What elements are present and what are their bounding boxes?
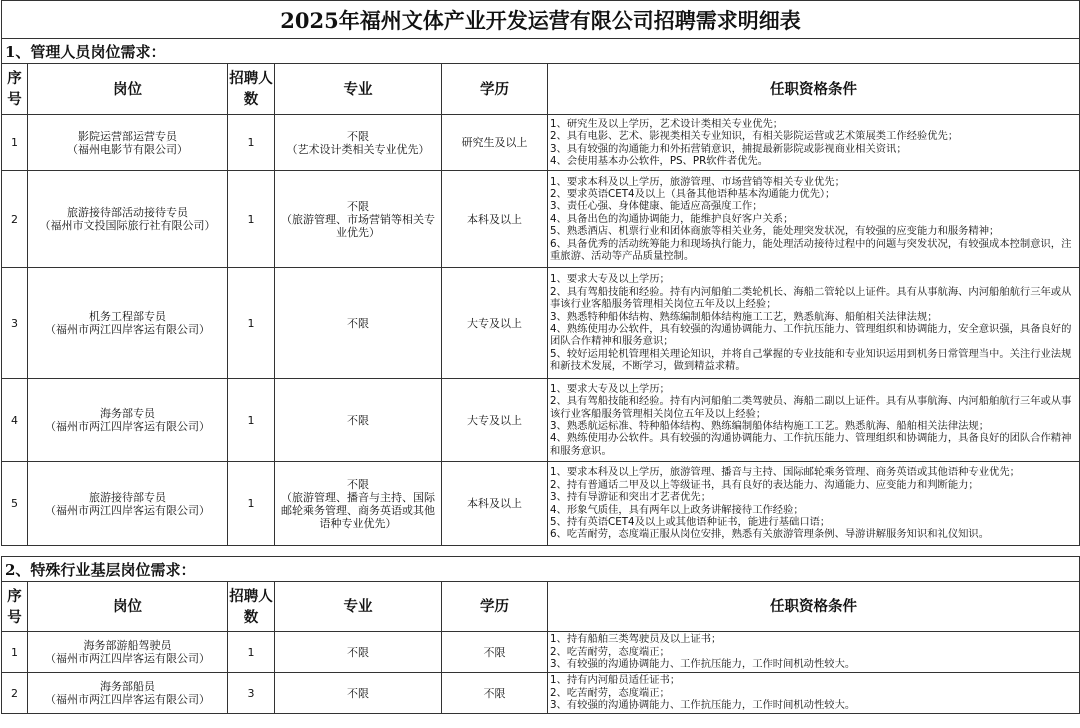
requirement-line: 3、有较强的沟通协调能力、工作抗压能力，工作时间机动性较大。 <box>550 699 856 712</box>
cell-seq: 2 <box>2 171 28 268</box>
header-major: 专业 <box>275 64 442 115</box>
requirement-line: 4、会使用基本办公软件，PS、PR软件者优先。 <box>550 154 769 167</box>
cell-major <box>275 379 442 462</box>
cell-requirements <box>548 632 1080 673</box>
table-row <box>2 268 1080 379</box>
cell-seq: 5 <box>2 462 28 546</box>
major-value: 不限 <box>347 316 369 330</box>
cell-requirements <box>548 379 1080 462</box>
section1-heading: 1、管理人员岗位需求： <box>2 39 1080 64</box>
requirement-line: 5、熟悉酒店、机票行业和团体商旅等相关业务，能处理突发状况，有较强的应变能力和服务精神； <box>550 225 1000 238</box>
cell-major <box>275 171 442 268</box>
cell-position <box>28 673 228 714</box>
requirement-line: 2、吃苦耐劳，态度端正； <box>550 645 670 658</box>
cell-seq: 1 <box>2 115 28 171</box>
cell-seq: 4 <box>2 379 28 462</box>
cell-count: 1 <box>228 268 275 379</box>
requirement-line: 1、要求本科及以上学历，旅游管理、市场营销等相关专业优先； <box>550 175 845 188</box>
major-note: （旅游管理、市场营销等相关专业优先） <box>281 212 435 239</box>
requirement-line: 5、较好运用轮机管理相关理论知识，并将自己掌握的专业技能和专业知识运用到机务日常管理当中。关注行业法规和新技术发展，不断学习，做到精益求精。 <box>550 347 1072 373</box>
cell-education: 大专及以上 <box>442 379 548 462</box>
requirement-line: 5、持有英语CET4及以上或其他语种证书，能进行基础口语； <box>550 515 831 528</box>
cell-requirements <box>548 115 1080 171</box>
header-seq: 序号 <box>2 64 28 115</box>
requirement-line: 1、持有船舶三类驾驶员及以上证书； <box>550 633 722 646</box>
position-name: 海务部船员 <box>100 680 155 693</box>
position-company: （福州市两江四岸客运有限公司） <box>45 652 210 665</box>
major-note: （艺术设计类相关专业优先） <box>286 142 430 156</box>
requirement-line: 2、具有驾船技能和经验。持有内河船舶二类驾驶员、海船二副以上证件。具有从事航海、内河船舶航行三年或从事该行业客船服务管理相关岗位五年及以上经验； <box>550 395 1072 420</box>
requirement-line: 4、形象气质佳，具有两年以上政务讲解接待工作经验； <box>550 503 804 516</box>
cell-position <box>28 379 228 462</box>
position-company: （福州市两江四岸客运有限公司） <box>45 420 210 433</box>
header-count: 招聘人数 <box>228 582 275 632</box>
cell-education: 大专及以上 <box>442 268 548 379</box>
header-major: 专业 <box>275 582 442 632</box>
table-row <box>2 462 1080 546</box>
recruitment-table <box>1 0 1080 714</box>
requirement-line: 4、具备出色的沟通协调能力，能维护良好客户关系； <box>550 212 794 225</box>
position-name: 海务部专员 <box>100 407 155 420</box>
table-row <box>2 379 1080 462</box>
requirement-line: 3、熟悉航运标准、特种船体结构、熟练编制船体结构施工工艺。熟悉航海、船舶相关法律法规； <box>550 420 990 432</box>
cell-seq: 3 <box>2 268 28 379</box>
cell-position <box>28 462 228 546</box>
requirement-line: 1、持有内河船员适任证书； <box>550 674 681 687</box>
cell-count: 1 <box>228 115 275 171</box>
requirement-line: 4、熟练使用办公软件。具有较强的沟通协调能力、工作抗压能力、管理组织和协调能力，具备良好的团队合作精神和服务意识。 <box>550 432 1072 457</box>
position-company: （福州市两江四岸客运有限公司） <box>45 323 210 336</box>
header-position: 岗位 <box>28 64 228 115</box>
table-row <box>2 115 1080 171</box>
requirement-line: 3、有较强的沟通协调能力、工作抗压能力，工作时间机动性较大。 <box>550 658 856 671</box>
header-seq: 序号 <box>2 582 28 632</box>
cell-seq: 2 <box>2 673 28 714</box>
requirement-line: 6、吃苦耐劳，态度端正服从岗位安排，熟悉有关旅游管理条例、导游讲解服务知识和礼仪知识。 <box>550 528 990 541</box>
cell-education: 本科及以上 <box>442 171 548 268</box>
position-company: （福州市两江四岸客运有限公司） <box>45 693 210 706</box>
cell-education: 研究生及以上 <box>442 115 548 171</box>
section2-rows <box>2 632 1080 714</box>
cell-major <box>275 673 442 714</box>
requirement-line: 2、具有驾船技能和经验。持有内河船舶二类轮机长、海船二管轮以上证件。具有从事航海、内河船舶航行三年或从事该行业客船服务管理相关岗位五年及以上经验； <box>550 285 1072 311</box>
cell-major <box>275 268 442 379</box>
cell-position <box>28 268 228 379</box>
cell-requirements <box>548 268 1080 379</box>
table-row <box>2 632 1080 673</box>
requirement-line: 2、要求英语CET4及以上（具备其他语种基本沟通能力优先）； <box>550 187 836 200</box>
header-position: 岗位 <box>28 582 228 632</box>
requirement-line: 2、吃苦耐劳，态度端正； <box>550 686 670 699</box>
requirement-line: 3、责任心强、身体健康、能适应高强度工作； <box>550 200 763 213</box>
major-value: 不限 <box>347 645 369 659</box>
position-name: 旅游接待部活动接待专员 <box>67 206 188 219</box>
position-company: （福州市两江四岸客运有限公司） <box>45 503 210 517</box>
position-name: 旅游接待部专员 <box>89 490 166 504</box>
major-value: 不限 <box>347 477 369 491</box>
header-education: 学历 <box>442 582 548 632</box>
header-education: 学历 <box>442 64 548 115</box>
header-requirements: 任职资格条件 <box>548 582 1080 632</box>
section2-heading: 2、特殊行业基层岗位需求： <box>2 557 1080 582</box>
cell-requirements <box>548 462 1080 546</box>
cell-requirements <box>548 171 1080 268</box>
cell-education: 不限 <box>442 632 548 673</box>
requirement-line: 2、持有普通话二甲及以上等级证书，具有良好的表达能力、沟通能力、应变能力和判断能力； <box>550 478 979 491</box>
header-requirements: 任职资格条件 <box>548 64 1080 115</box>
cell-count: 1 <box>228 171 275 268</box>
section-gap <box>2 546 1080 557</box>
cell-count: 1 <box>228 632 275 673</box>
position-company: （福州市文投国际旅行社有限公司） <box>39 219 216 232</box>
requirement-line: 3、持有导游证和突出才艺者优先； <box>550 491 712 504</box>
cell-requirements <box>548 673 1080 714</box>
cell-education: 本科及以上 <box>442 462 548 546</box>
position-name: 机务工程部专员 <box>89 310 166 323</box>
position-name: 影院运营部运营专员 <box>78 129 177 143</box>
cell-position <box>28 115 228 171</box>
cell-position <box>28 632 228 673</box>
section1-rows <box>2 115 1080 546</box>
requirement-line: 1、研究生及以上学历，艺术设计类相关专业优先； <box>550 117 784 130</box>
page-title: 2025年福州文体产业开发运营有限公司招聘需求明细表 <box>2 1 1080 39</box>
cell-major <box>275 632 442 673</box>
cell-count: 3 <box>228 673 275 714</box>
major-value: 不限 <box>347 686 369 700</box>
requirement-line: 1、要求大专及以上学历； <box>550 382 670 395</box>
cell-education: 不限 <box>442 673 548 714</box>
major-value: 不限 <box>347 199 369 213</box>
position-name: 海务部游船驾驶员 <box>83 639 172 652</box>
cell-count: 1 <box>228 379 275 462</box>
requirement-line: 2、具有电影、艺术、影视类相关专业知识，有相关影院运营或艺术策展类工作经验优先； <box>550 130 959 143</box>
requirement-line: 1、要求大专及以上学历； <box>550 273 670 286</box>
requirement-line: 1、要求本科及以上学历，旅游管理、播音与主持、国际邮轮乘务管理、商务英语或其他语种专业优先； <box>550 466 1020 479</box>
header-count: 招聘人数 <box>228 64 275 115</box>
cell-count: 1 <box>228 462 275 546</box>
requirement-line: 4、熟练使用办公软件，具有较强的沟通协调能力、工作抗压能力、管理组织和协调能力，安全意识强，具备良好的团队合作精神和服务意识； <box>550 323 1072 348</box>
requirement-line: 6、具备优秀的活动统筹能力和现场执行能力，能处理活动接待过程中的问题与突发状况，有较强成本控制意识，注重旅游、活动等产品质量控制。 <box>550 237 1072 263</box>
cell-major <box>275 115 442 171</box>
major-note: （旅游管理、播音与主持、国际邮轮乘务管理、商务英语或其他语种专业优先） <box>281 490 435 530</box>
cell-seq: 1 <box>2 632 28 673</box>
table-row <box>2 171 1080 268</box>
requirement-line: 3、具有较强的沟通能力和外拓营销意识，捕捉最新影院或影视商业相关资讯； <box>550 142 907 155</box>
requirement-line: 3、熟悉特种船体结构、熟练编制船体结构施工工艺，熟悉航海、船舶相关法律法规； <box>550 310 938 323</box>
major-value: 不限 <box>347 413 369 427</box>
position-company: （福州电影节有限公司） <box>67 142 188 156</box>
cell-major <box>275 462 442 546</box>
major-value: 不限 <box>347 129 369 143</box>
table-row <box>2 673 1080 714</box>
cell-position <box>28 171 228 268</box>
